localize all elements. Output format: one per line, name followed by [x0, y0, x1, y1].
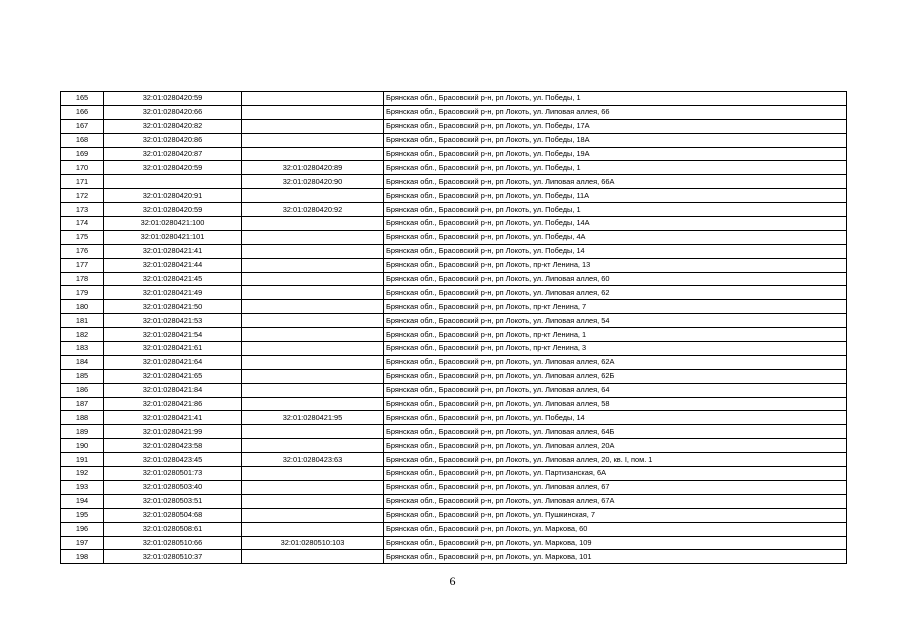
address-cell: Брянская обл., Брасовский р-н, рп Локоть, ул. Победы, 19А [384, 147, 847, 161]
row-number-cell: 184 [61, 355, 104, 369]
table-row [61, 355, 847, 369]
table-row [61, 439, 847, 453]
row-number-cell: 195 [61, 508, 104, 522]
row-number-cell: 193 [61, 480, 104, 494]
related-cadastral-number-cell [242, 314, 384, 328]
address-cell: Брянская обл., Брасовский р-н, рп Локоть, ул. Липовая аллея, 67А [384, 494, 847, 508]
row-number-cell: 167 [61, 119, 104, 133]
row-number-cell: 196 [61, 522, 104, 536]
cadastral-number-cell: 32:01:0280421:53 [104, 314, 242, 328]
address-cell: Брянская обл., Брасовский р-н, рп Локоть, ул. Липовая аллея, 20, кв. I, пом. 1 [384, 453, 847, 467]
related-cadastral-number-cell [242, 467, 384, 481]
table-row [61, 369, 847, 383]
table-row [61, 508, 847, 522]
address-cell: Брянская обл., Брасовский р-н, рп Локоть, ул. Победы, 14 [384, 411, 847, 425]
row-number-cell: 188 [61, 411, 104, 425]
related-cadastral-number-cell: 32:01:0280510:103 [242, 536, 384, 550]
related-cadastral-number-cell [242, 425, 384, 439]
cadastral-number-cell: 32:01:0280421:101 [104, 230, 242, 244]
row-number-cell: 173 [61, 203, 104, 217]
cadastral-number-cell: 32:01:0280420:59 [104, 161, 242, 175]
related-cadastral-number-cell [242, 147, 384, 161]
row-number-cell: 174 [61, 217, 104, 231]
cadastral-number-cell: 32:01:0280421:50 [104, 300, 242, 314]
related-cadastral-number-cell: 32:01:0280421:95 [242, 411, 384, 425]
table-row [61, 536, 847, 550]
address-cell: Брянская обл., Брасовский р-н, рп Локоть, ул. Партизанская, 6А [384, 467, 847, 481]
related-cadastral-number-cell [242, 133, 384, 147]
table-row [61, 453, 847, 467]
related-cadastral-number-cell [242, 230, 384, 244]
cadastral-number-cell: 32:01:0280421:64 [104, 355, 242, 369]
address-cell: Брянская обл., Брасовский р-н, рп Локоть, ул. Маркова, 60 [384, 522, 847, 536]
related-cadastral-number-cell [242, 480, 384, 494]
address-cell: Брянская обл., Брасовский р-н, рп Локоть, ул. Липовая аллея, 20А [384, 439, 847, 453]
table-row [61, 397, 847, 411]
table-row [61, 467, 847, 481]
cadastral-number-cell: 32:01:0280420:59 [104, 92, 242, 106]
address-cell: Брянская обл., Брасовский р-н, рп Локоть, ул. Липовая аллея, 58 [384, 397, 847, 411]
cadastral-number-cell: 32:01:0280510:37 [104, 550, 242, 564]
cadastral-number-cell: 32:01:0280421:61 [104, 342, 242, 356]
table-row [61, 411, 847, 425]
cadastral-number-cell: 32:01:0280503:51 [104, 494, 242, 508]
related-cadastral-number-cell [242, 119, 384, 133]
related-cadastral-number-cell: 32:01:0280420:90 [242, 175, 384, 189]
table-row [61, 522, 847, 536]
address-cell: Брянская обл., Брасовский р-н, рп Локоть, ул. Липовая аллея, 60 [384, 272, 847, 286]
row-number-cell: 168 [61, 133, 104, 147]
table-row [61, 119, 847, 133]
row-number-cell: 185 [61, 369, 104, 383]
address-cell: Брянская обл., Брасовский р-н, рп Локоть, ул. Липовая аллея, 62Б [384, 369, 847, 383]
related-cadastral-number-cell [242, 286, 384, 300]
address-cell: Брянская обл., Брасовский р-н, рп Локоть, пр-кт Ленина, 13 [384, 258, 847, 272]
row-number-cell: 178 [61, 272, 104, 286]
address-cell: Брянская обл., Брасовский р-н, рп Локоть, ул. Липовая аллея, 67 [384, 480, 847, 494]
cadastral-number-cell: 32:01:0280421:84 [104, 383, 242, 397]
related-cadastral-number-cell [242, 397, 384, 411]
cadastral-number-cell: 32:01:0280504:68 [104, 508, 242, 522]
row-number-cell: 194 [61, 494, 104, 508]
address-cell: Брянская обл., Брасовский р-н, рп Локоть, ул. Липовая аллея, 64 [384, 383, 847, 397]
address-cell: Брянская обл., Брасовский р-н, рп Локоть, ул. Липовая аллея, 62 [384, 286, 847, 300]
address-cell: Брянская обл., Брасовский р-н, рп Локоть, ул. Победы, 11А [384, 189, 847, 203]
cadastral-number-cell: 32:01:0280421:86 [104, 397, 242, 411]
address-cell: Брянская обл., Брасовский р-н, рп Локоть, ул. Липовая аллея, 62А [384, 355, 847, 369]
table-row [61, 550, 847, 564]
table-row [61, 342, 847, 356]
row-number-cell: 191 [61, 453, 104, 467]
table-row [61, 300, 847, 314]
cadastral-number-cell: 32:01:0280421:44 [104, 258, 242, 272]
cadastral-number-cell: 32:01:0280510:66 [104, 536, 242, 550]
table-row [61, 133, 847, 147]
related-cadastral-number-cell: 32:01:0280423:63 [242, 453, 384, 467]
row-number-cell: 177 [61, 258, 104, 272]
address-cell: Брянская обл., Брасовский р-н, рп Локоть, ул. Липовая аллея, 66А [384, 175, 847, 189]
address-cell: Брянская обл., Брасовский р-н, рп Локоть, ул. Липовая аллея, 66 [384, 105, 847, 119]
related-cadastral-number-cell [242, 189, 384, 203]
row-number-cell: 170 [61, 161, 104, 175]
address-cell: Брянская обл., Брасовский р-н, рп Локоть, ул. Победы, 1 [384, 92, 847, 106]
related-cadastral-number-cell [242, 355, 384, 369]
table-row [61, 286, 847, 300]
cadastral-number-cell: 32:01:0280420:87 [104, 147, 242, 161]
row-number-cell: 189 [61, 425, 104, 439]
table-row [61, 272, 847, 286]
related-cadastral-number-cell [242, 300, 384, 314]
address-cell: Брянская обл., Брасовский р-н, рп Локоть, ул. Победы, 14А [384, 217, 847, 231]
row-number-cell: 181 [61, 314, 104, 328]
address-cell: Брянская обл., Брасовский р-н, рп Локоть, пр-кт Ленина, 7 [384, 300, 847, 314]
row-number-cell: 172 [61, 189, 104, 203]
table-row [61, 314, 847, 328]
related-cadastral-number-cell [242, 508, 384, 522]
row-number-cell: 169 [61, 147, 104, 161]
cadastral-number-cell: 32:01:0280421:45 [104, 272, 242, 286]
row-number-cell: 192 [61, 467, 104, 481]
table-row [61, 244, 847, 258]
address-cell: Брянская обл., Брасовский р-н, рп Локоть, ул. Победы, 14 [384, 244, 847, 258]
cadastral-number-cell: 32:01:0280421:100 [104, 217, 242, 231]
related-cadastral-number-cell [242, 522, 384, 536]
row-number-cell: 198 [61, 550, 104, 564]
table-row [61, 217, 847, 231]
cadastral-number-cell: 32:01:0280421:65 [104, 369, 242, 383]
address-cell: Брянская обл., Брасовский р-н, рп Локоть, пр-кт Ленина, 1 [384, 328, 847, 342]
cadastral-number-cell: 32:01:0280421:41 [104, 411, 242, 425]
table-row [61, 480, 847, 494]
table-row [61, 161, 847, 175]
table-row [61, 203, 847, 217]
related-cadastral-number-cell: 32:01:0280420:89 [242, 161, 384, 175]
table-row [61, 105, 847, 119]
table-row [61, 189, 847, 203]
table-row [61, 92, 847, 106]
address-cell: Брянская обл., Брасовский р-н, рп Локоть, ул. Липовая аллея, 64Б [384, 425, 847, 439]
table-row [61, 147, 847, 161]
cadastral-number-cell: 32:01:0280508:61 [104, 522, 242, 536]
table-row [61, 425, 847, 439]
cadastral-number-cell: 32:01:0280420:66 [104, 105, 242, 119]
address-cell: Брянская обл., Брасовский р-н, рп Локоть, ул. Победы, 4А [384, 230, 847, 244]
cadastral-number-cell: 32:01:0280423:58 [104, 439, 242, 453]
row-number-cell: 186 [61, 383, 104, 397]
table-row [61, 383, 847, 397]
related-cadastral-number-cell [242, 369, 384, 383]
row-number-cell: 190 [61, 439, 104, 453]
address-cell: Брянская обл., Брасовский р-н, рп Локоть, пр-кт Ленина, 3 [384, 342, 847, 356]
cadastral-number-cell: 32:01:0280421:99 [104, 425, 242, 439]
related-cadastral-number-cell [242, 244, 384, 258]
related-cadastral-number-cell [242, 494, 384, 508]
address-cell: Брянская обл., Брасовский р-н, рп Локоть, ул. Пушкинская, 7 [384, 508, 847, 522]
row-number-cell: 171 [61, 175, 104, 189]
registry-table-body [61, 92, 847, 564]
address-cell: Брянская обл., Брасовский р-н, рп Локоть, ул. Победы, 18А [384, 133, 847, 147]
address-cell: Брянская обл., Брасовский р-н, рп Локоть, ул. Победы, 17А [384, 119, 847, 133]
related-cadastral-number-cell [242, 328, 384, 342]
address-cell: Брянская обл., Брасовский р-н, рп Локоть, ул. Липовая аллея, 54 [384, 314, 847, 328]
cadastral-number-cell: 32:01:0280503:40 [104, 480, 242, 494]
cadastral-number-cell: 32:01:0280421:49 [104, 286, 242, 300]
row-number-cell: 175 [61, 230, 104, 244]
table-row [61, 328, 847, 342]
row-number-cell: 176 [61, 244, 104, 258]
related-cadastral-number-cell [242, 439, 384, 453]
cadastral-number-cell: 32:01:0280420:59 [104, 203, 242, 217]
row-number-cell: 180 [61, 300, 104, 314]
row-number-cell: 183 [61, 342, 104, 356]
row-number-cell: 179 [61, 286, 104, 300]
related-cadastral-number-cell [242, 383, 384, 397]
table-row [61, 494, 847, 508]
related-cadastral-number-cell [242, 217, 384, 231]
cadastral-number-cell: 32:01:0280501:73 [104, 467, 242, 481]
related-cadastral-number-cell: 32:01:0280420:92 [242, 203, 384, 217]
table-row [61, 258, 847, 272]
related-cadastral-number-cell [242, 342, 384, 356]
cadastral-number-cell: 32:01:0280420:91 [104, 189, 242, 203]
row-number-cell: 166 [61, 105, 104, 119]
row-number-cell: 197 [61, 536, 104, 550]
cadastral-number-cell: 32:01:0280421:41 [104, 244, 242, 258]
row-number-cell: 187 [61, 397, 104, 411]
cadastral-registry-table [60, 91, 847, 564]
related-cadastral-number-cell [242, 550, 384, 564]
cadastral-number-cell: 32:01:0280420:86 [104, 133, 242, 147]
address-cell: Брянская обл., Брасовский р-н, рп Локоть, ул. Победы, 1 [384, 161, 847, 175]
related-cadastral-number-cell [242, 272, 384, 286]
table-row [61, 230, 847, 244]
related-cadastral-number-cell [242, 92, 384, 106]
cadastral-number-cell: 32:01:0280423:45 [104, 453, 242, 467]
related-cadastral-number-cell [242, 258, 384, 272]
address-cell: Брянская обл., Брасовский р-н, рп Локоть, ул. Победы, 1 [384, 203, 847, 217]
cadastral-number-cell: 32:01:0280421:54 [104, 328, 242, 342]
address-cell: Брянская обл., Брасовский р-н, рп Локоть, ул. Маркова, 101 [384, 550, 847, 564]
address-cell: Брянская обл., Брасовский р-н, рп Локоть, ул. Маркова, 109 [384, 536, 847, 550]
cadastral-number-cell [104, 175, 242, 189]
cadastral-number-cell: 32:01:0280420:82 [104, 119, 242, 133]
page-number: 6 [449, 574, 456, 588]
table-row [61, 175, 847, 189]
row-number-cell: 165 [61, 92, 104, 106]
row-number-cell: 182 [61, 328, 104, 342]
related-cadastral-number-cell [242, 105, 384, 119]
